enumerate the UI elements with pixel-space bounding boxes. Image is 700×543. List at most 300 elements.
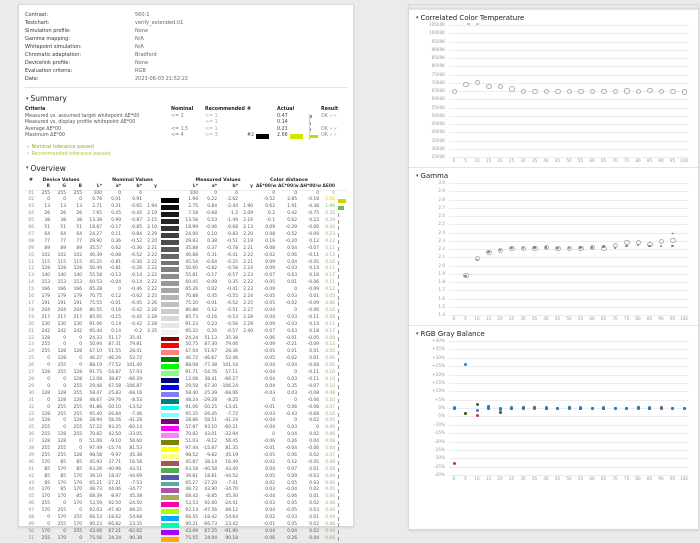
- nominal-a: -46.26: [106, 356, 121, 362]
- delta-h-w: 0.01: [309, 494, 319, 500]
- device-b: 153: [73, 280, 82, 286]
- measured-b: -60.21: [223, 425, 238, 431]
- row-index: 12: [28, 266, 34, 272]
- measured-gamma: [241, 391, 256, 398]
- device-r: 170: [41, 459, 50, 465]
- nominal-gamma: [145, 412, 160, 419]
- device-g: 128: [57, 390, 66, 396]
- delta-h-w: -4.38: [307, 204, 319, 210]
- gray-balance-chart-header[interactable]: [416, 330, 691, 338]
- device-g: 0: [63, 425, 66, 431]
- measured-gamma: [241, 363, 256, 370]
- nominal-gamma: 2.20: [147, 238, 157, 244]
- device-g: 255: [57, 508, 66, 514]
- de-bar-cell: [338, 273, 348, 280]
- device-b: 255: [73, 515, 82, 521]
- patch-swatch: [161, 281, 179, 286]
- measured-l: 85.73: [185, 314, 198, 320]
- nominal-l: 12.08: [89, 376, 102, 382]
- x-tick-label: 80: [635, 476, 641, 481]
- device-r: 128: [41, 390, 50, 396]
- delta-e-w: 0.04: [265, 466, 275, 472]
- nominal-a: -0.17: [109, 225, 121, 231]
- info-label: Gamma mapping:: [25, 36, 71, 42]
- nominal-a: 0: [118, 190, 121, 196]
- device-g: 128: [57, 349, 66, 355]
- delta-c-w: -0.43: [285, 411, 297, 417]
- patch-swatch: [161, 212, 179, 217]
- device-g: 77: [60, 238, 66, 244]
- device-g: 255: [57, 370, 66, 376]
- x-tick-label: 100: [680, 316, 688, 321]
- data-point-red-level: [476, 414, 479, 417]
- nominal-b: -44.69: [127, 473, 142, 479]
- patch-swatch-cell: [160, 197, 180, 204]
- delta-c-w: 0.01: [287, 280, 297, 286]
- measured-b: -0.57: [226, 273, 238, 279]
- row-index: 38: [28, 446, 34, 452]
- measured-a: 0.38: [207, 238, 217, 244]
- device-g: 166: [57, 287, 66, 293]
- summary-col-header: Criteria: [25, 107, 46, 112]
- patch-swatch: [161, 323, 179, 328]
- delta-h-w: 0.02: [309, 522, 319, 527]
- nominal-gamma: [145, 391, 160, 398]
- patch-swatch: [161, 440, 179, 445]
- delta-h-w: -0.07: [307, 245, 319, 251]
- x-tick-label: 45: [554, 316, 561, 321]
- delta-h-w: -0.18: [307, 197, 319, 203]
- row-index: 18: [28, 307, 34, 313]
- nominal-l: 50.49: [89, 266, 102, 272]
- measured-gamma: [241, 453, 256, 460]
- gridline: [449, 75, 689, 76]
- de-bar: [338, 468, 339, 472]
- delta-c-w: 0.63: [287, 328, 297, 334]
- measured-gamma: [241, 418, 256, 425]
- de-bar-cell: [338, 329, 348, 336]
- delta-c-w: -0.01: [285, 335, 297, 341]
- tolerance-note: ✓ Nominal tolerance passed: [26, 144, 95, 150]
- delta-h-w: 0.01: [309, 466, 319, 472]
- nominal-a: -40.96: [106, 466, 121, 472]
- x-tick-label: 90: [658, 476, 664, 481]
- nominal-gamma: [145, 453, 160, 460]
- nominal-a: 0.14: [111, 321, 121, 327]
- delta-h-w: 0.04: [309, 439, 319, 445]
- summary-actual-value: 0.47: [277, 113, 288, 119]
- y-tick-label: 3000K: [431, 145, 445, 151]
- delta-e00: 0.09: [325, 508, 335, 514]
- delta-e-w: -0.09: [263, 287, 275, 293]
- info-value: None: [135, 60, 149, 66]
- nominal-b: -0.2: [133, 328, 142, 334]
- measured-gamma: [241, 384, 256, 391]
- de-bar: [338, 344, 339, 348]
- measured-l: 43.09: [185, 528, 198, 534]
- row-index: 27: [28, 370, 34, 376]
- overview-group-header: Color distance: [270, 177, 308, 183]
- nominal-b: -0.65: [130, 204, 142, 210]
- y-tick-label: 2.9: [438, 188, 445, 194]
- nominal-b: -0.85: [130, 225, 142, 231]
- row-index: 34: [28, 418, 34, 424]
- measured-b: 52.46: [225, 356, 238, 362]
- nominal-b: -41.28: [127, 418, 142, 424]
- x-tick-label: 0: [452, 158, 456, 163]
- y-tick-label: +20%: [432, 371, 445, 377]
- patch-swatch-cell: [160, 356, 180, 363]
- device-r: 255: [41, 342, 50, 348]
- patch-swatch-cell: [160, 266, 180, 273]
- delta-e-w: 0.03: [265, 487, 275, 493]
- patch-swatch: [161, 509, 179, 514]
- delta-h-w: 0: [316, 425, 319, 431]
- data-point-blue-level: [545, 406, 548, 409]
- y-tick-label: 2500K: [431, 154, 445, 159]
- delta-c-w: -0.03: [285, 321, 297, 327]
- patch-swatch-cell: [160, 515, 180, 522]
- delta-e-w: -0.07: [263, 328, 275, 334]
- row-index: 49: [28, 522, 34, 527]
- device-r: 170: [41, 528, 50, 534]
- patch-swatch: [161, 226, 179, 231]
- gridline: [449, 467, 689, 468]
- summary-bar: [310, 115, 312, 118]
- device-b: 0: [79, 342, 82, 348]
- device-g: 85: [60, 459, 66, 465]
- device-g: 170: [57, 535, 66, 541]
- de-bar: [338, 420, 339, 424]
- measured-b: -54.64: [223, 515, 238, 521]
- nominal-a: -54.87: [106, 370, 121, 376]
- measured-a: 51.67: [204, 349, 217, 355]
- device-b: 170: [73, 501, 82, 507]
- info-row: [25, 35, 348, 43]
- device-r: 51: [44, 225, 50, 231]
- device-g: 128: [57, 439, 66, 445]
- device-g: 230: [57, 321, 66, 327]
- row-index: 13: [28, 273, 34, 279]
- delta-h-w: 0.02: [309, 501, 319, 507]
- measured-gamma: [241, 446, 256, 453]
- nominal-b: -0.62: [130, 294, 142, 300]
- x-tick-label: 10: [474, 476, 480, 481]
- patch-swatch: [161, 413, 179, 418]
- de-bar-cell: [338, 253, 348, 260]
- summary-section-header[interactable]: [26, 94, 348, 103]
- device-b: 128: [73, 397, 82, 403]
- de-bar-cell: [338, 225, 348, 232]
- y-tick-label: +35%: [432, 346, 445, 352]
- nominal-a: 0: [118, 287, 121, 293]
- measured-gamma: [241, 529, 256, 536]
- delta-e-w: -0.1: [266, 218, 275, 224]
- row-index: 10: [28, 252, 34, 258]
- nominal-a: 0.12: [111, 294, 121, 300]
- de-bar-cell: [338, 501, 348, 508]
- measured-a: 0.10: [207, 231, 217, 237]
- de-bar: [338, 309, 339, 313]
- overview-col-header: ΔE00: [322, 184, 338, 191]
- y-tick-label: +5%: [434, 396, 445, 402]
- device-g: 242: [57, 328, 66, 334]
- delta-c-w: 0.63: [287, 273, 297, 279]
- de-bar: [338, 482, 339, 486]
- delta-e-w: -0.08: [263, 245, 275, 251]
- patch-swatch: [161, 475, 179, 480]
- measured-a: 51.13: [204, 335, 217, 341]
- device-g: 255: [57, 190, 66, 196]
- device-b: 128: [73, 370, 82, 376]
- delta-e-w: -0.02: [263, 252, 275, 258]
- y-tick-label: -20%: [434, 438, 445, 444]
- row-index: 22: [28, 335, 34, 341]
- nominal-l: 63.26: [89, 466, 102, 472]
- de-bar: [338, 378, 339, 382]
- device-b: 102: [73, 252, 82, 258]
- device-r: 0: [47, 515, 50, 521]
- de-bar: [338, 537, 339, 541]
- x-tick-label: 55: [577, 316, 584, 321]
- delta-e-w: -0.05: [263, 280, 275, 286]
- delta-c-w: -0.02: [285, 356, 297, 362]
- measured-a: -27.20: [202, 480, 217, 486]
- measured-gamma: [241, 336, 256, 343]
- device-g: 255: [57, 452, 66, 458]
- measured-l: 95.32: [185, 328, 198, 334]
- measured-l: 55.81: [185, 273, 198, 279]
- measured-gamma: 2.21: [243, 245, 253, 251]
- delta-h-w: 0.14: [309, 321, 319, 327]
- device-b: 255: [73, 528, 82, 534]
- y-tick-label: 5500K: [431, 104, 445, 110]
- measured-a: 0.84: [207, 204, 217, 210]
- nominal-a: -9.97: [109, 452, 121, 458]
- delta-e-w: -0.04: [263, 370, 275, 376]
- row-index: 25: [28, 356, 34, 362]
- de-bar-cell: [338, 336, 348, 343]
- y-tick-label: 2.7: [438, 204, 445, 210]
- delta-e00: 0.06: [325, 432, 335, 438]
- measured-a: 67.25: [204, 528, 217, 534]
- delta-c-w: -0.04: [285, 446, 297, 452]
- patch-swatch-cell: [160, 522, 180, 529]
- nominal-l: 65.21: [89, 480, 102, 486]
- x-tick-label: 75: [623, 476, 630, 481]
- delta-c-w: 0.03: [287, 376, 297, 382]
- data-point-blue-level: [556, 407, 559, 410]
- de-bar: [338, 399, 339, 403]
- measured-a: -15.87: [202, 446, 217, 452]
- nominal-a: 0.45: [111, 211, 121, 217]
- device-g: 26: [60, 211, 66, 217]
- gamma-chart-header[interactable]: [416, 172, 691, 180]
- cct-chart-title: Correlated Color Temperature: [420, 14, 525, 22]
- y-tick-label: +15%: [432, 379, 445, 385]
- de-bar-cell: [338, 536, 348, 543]
- patch-swatch-cell: [160, 425, 180, 432]
- measured-gamma: 2.29: [243, 321, 253, 327]
- data-point-CCT: [590, 89, 595, 94]
- gridline: [449, 141, 689, 142]
- row-index: 06: [28, 225, 34, 231]
- nominal-a: 67.21: [108, 528, 121, 534]
- device-b: 38: [76, 218, 82, 224]
- measured-a: -47.56: [202, 508, 217, 514]
- patch-swatch: [161, 302, 179, 307]
- measured-gamma: [241, 356, 256, 363]
- data-point-CCT: [647, 88, 652, 93]
- gridline: [449, 33, 689, 34]
- measured-gamma: [241, 425, 256, 432]
- device-r: 255: [41, 535, 50, 541]
- device-r: 255: [41, 452, 50, 458]
- result-ok-text: OK: [321, 113, 328, 119]
- cct-chart-header[interactable]: [416, 14, 691, 22]
- patch-swatch-cell: [160, 363, 180, 370]
- overview-section-header[interactable]: [26, 164, 348, 173]
- nominal-b: 89.25: [129, 508, 142, 514]
- x-tick-label: 50: [566, 316, 572, 321]
- y-tick-label: 9000K: [431, 46, 445, 52]
- nominal-gamma: [145, 536, 160, 543]
- de-bar: [338, 302, 339, 306]
- de-bar-cell: [338, 405, 348, 412]
- measured-a: 0: [214, 190, 217, 196]
- info-row: [25, 75, 348, 83]
- x-tick-label: 5: [464, 316, 467, 321]
- delta-e00: 0.08: [325, 535, 335, 541]
- patch-swatch-cell: [160, 232, 180, 239]
- nominal-b: -0.30: [130, 259, 142, 265]
- delta-h-w: -0.09: [307, 342, 319, 348]
- nominal-gamma: [145, 487, 160, 494]
- measured-l: 70.88: [185, 294, 198, 300]
- de-bar-cell: [338, 370, 348, 377]
- nominal-b: 57.03: [129, 370, 142, 376]
- x-tick-label: 60: [589, 316, 595, 321]
- device-r: 77: [44, 238, 50, 244]
- row-index: 45: [28, 494, 34, 500]
- nominal-l: 75.56: [89, 535, 102, 541]
- measured-l: 39.81: [185, 473, 198, 479]
- data-point-green-level: [464, 412, 467, 415]
- delta-c-w: 0: [294, 397, 297, 403]
- delta-c-w: -0.02: [285, 301, 297, 306]
- de-bar-cell: [338, 474, 348, 481]
- delta-c-w: -0.52: [285, 231, 297, 237]
- patch-swatch: [161, 343, 179, 348]
- device-r: 85: [44, 466, 50, 472]
- device-g: 89: [60, 245, 66, 251]
- gridline: [449, 425, 689, 426]
- patch-swatch: [161, 371, 179, 376]
- x-tick-label: 30: [520, 476, 526, 481]
- x-tick-label: 55: [577, 158, 584, 163]
- nominal-b: 35.41: [129, 335, 142, 341]
- data-point-CCT: [521, 89, 526, 94]
- nominal-l: 45.93: [89, 459, 102, 465]
- measured-a: 0.26: [207, 328, 217, 334]
- nominal-gamma: [145, 515, 160, 522]
- gamma-chart-title: Gamma: [420, 172, 449, 180]
- de-bar: [338, 365, 339, 369]
- x-tick-label: 20: [497, 476, 503, 481]
- nominal-b: 79.81: [129, 342, 142, 348]
- measured-gamma: 2.13: [243, 225, 253, 231]
- nominal-l: 29.90: [89, 238, 102, 244]
- patch-swatch: [161, 433, 179, 438]
- measured-b: 90.18: [225, 535, 238, 541]
- measured-a: 0.12: [207, 307, 217, 313]
- nominal-l: 80.55: [89, 307, 102, 313]
- patch-swatch: [161, 523, 179, 528]
- gridline: [449, 224, 689, 225]
- de-bar: [338, 454, 339, 458]
- measured-a: 0.45: [207, 294, 217, 300]
- device-r: 153: [41, 280, 50, 286]
- data-point-green-level: [499, 411, 502, 414]
- delta-c-w: 0.06: [287, 494, 297, 500]
- measured-l: 1.94: [188, 197, 198, 203]
- measured-b: 35.38: [225, 335, 238, 341]
- delta-c-w: -0.21: [285, 342, 297, 348]
- data-point-blue-level: [671, 407, 674, 410]
- measured-l: 65.26: [185, 287, 198, 293]
- device-b: 170: [73, 522, 82, 527]
- nominal-b: -92.02: [127, 528, 142, 534]
- device-g: 0: [63, 342, 66, 348]
- patch-swatch: [161, 233, 179, 238]
- device-r: 128: [41, 335, 50, 341]
- de-bar-cell: [338, 432, 348, 439]
- patch-swatch: [256, 134, 269, 139]
- nominal-b: -0.52: [130, 252, 142, 258]
- nominal-l: 88.19: [89, 363, 102, 369]
- nominal-l: 70.75: [89, 294, 102, 300]
- data-point-gamma-measured: [579, 246, 581, 248]
- gridline: [449, 66, 689, 67]
- delta-e00: 0.09: [325, 473, 335, 479]
- delta-e00: 0.08: [325, 522, 335, 527]
- x-tick-label: 65: [600, 158, 607, 163]
- measured-a: 93.10: [204, 425, 217, 431]
- nominal-gamma: [145, 425, 160, 432]
- patch-swatch-cell: [160, 294, 180, 301]
- nominal-l: 24.33: [89, 335, 102, 341]
- x-tick-label: 60: [589, 158, 595, 163]
- device-r: 64: [44, 231, 50, 237]
- measured-b: -0.25: [226, 259, 238, 265]
- y-tick-label: 1.8: [438, 279, 445, 284]
- nominal-a: -0.81: [109, 266, 121, 272]
- delta-c-w: -0.03: [285, 266, 297, 272]
- measured-l: 50.75: [185, 342, 198, 348]
- patch-swatch: [161, 295, 179, 300]
- overview-col-header: a*: [105, 184, 124, 191]
- device-r: 255: [41, 446, 50, 452]
- data-point-gamma-measured: [660, 245, 662, 247]
- device-r: 85: [44, 473, 50, 479]
- delta-e-w: 0.04: [265, 528, 275, 534]
- gridline: [449, 290, 689, 291]
- y-tick-label: 1.7: [438, 287, 445, 293]
- nominal-a: -0.15: [109, 314, 121, 320]
- de-bar-cell: [338, 425, 348, 432]
- measured-a: 0.22: [207, 197, 217, 203]
- x-tick-label: 40: [543, 158, 549, 163]
